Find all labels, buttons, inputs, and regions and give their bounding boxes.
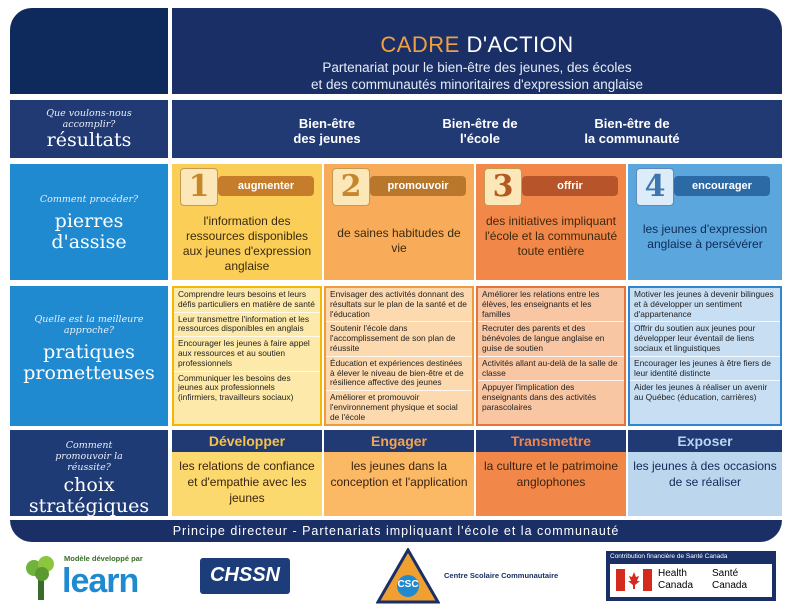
tree-icon: [24, 554, 58, 600]
page-subtitle: [172, 59, 782, 93]
result-school-line1: Bien-être de: [442, 116, 518, 131]
hc-fr-line1: Santé: [712, 568, 739, 579]
strategy-4-text: les jeunes à des occasions de se réaliser: [633, 459, 777, 489]
result-school: [420, 116, 540, 146]
csc-logo-icon: [376, 548, 440, 604]
health-canada-logo: [610, 564, 772, 597]
pillar-4-verb: encourager: [674, 176, 770, 196]
pillar-1-verb: augmenter: [218, 176, 314, 196]
pillar-2-verb: promouvoir: [370, 176, 466, 196]
strategy-3-text: la culture et le patrimoine anglophones: [483, 459, 619, 489]
model-by-text: Modèle développé par: [64, 554, 143, 563]
practice-item: Comprendre leurs besoins et leurs défis particuliers en matière de santé: [174, 288, 320, 313]
health-canada-en: [658, 568, 693, 592]
practices-question: Quelle est la meilleure approche?: [34, 314, 144, 336]
guiding-principle: Principe directeur - Partenariats impliquant l'école et la communauté: [10, 520, 782, 542]
strategies-label-2: stratégiques: [28, 495, 150, 517]
foundations-label-2: d'assise: [51, 231, 127, 253]
pillar-3-text: des initiatives impliquant l'école et la communauté toute entière: [484, 214, 618, 258]
hc-en-line1: Health: [658, 568, 687, 579]
strategies-label-1: choix: [63, 474, 115, 496]
pillar-1: [172, 164, 322, 280]
result-youth-line1: Bien-être: [298, 116, 356, 131]
row-label-foundations: [10, 164, 168, 280]
hc-en-line2: Canada: [658, 580, 694, 591]
practice-item: Aider les jeunes à réaliser un avenir au Québec (éducation, carrières): [634, 382, 768, 403]
practices-col-2: [324, 286, 474, 426]
row-label-strategies: [10, 430, 168, 516]
row-label-practices: [10, 286, 168, 426]
result-youth: [267, 116, 387, 146]
strategy-3: [476, 430, 626, 516]
pillar-3-verb: offrir: [522, 176, 618, 196]
practices-label-2: prometteuses: [23, 362, 155, 384]
practices-col-4: [628, 286, 782, 426]
chssn-logo-block: [200, 558, 290, 594]
result-community-line1: Bien-être de: [594, 116, 670, 131]
health-canada-fr: [712, 568, 747, 592]
pillar-2-number: 2: [332, 168, 370, 206]
pillar-4-text: les jeunes d'expression anglaise à persévérer: [642, 222, 768, 251]
pillar-3-number: 3: [484, 168, 522, 206]
learn-logo-block: [20, 548, 170, 604]
pillar-2-text: de saines habitudes de vie: [337, 226, 461, 255]
strategy-2-text: les jeunes dans la conception et l'application: [330, 459, 468, 489]
practices-col-1: [172, 286, 322, 426]
practice-item: Communiquer les besoins des jeunes aux professionnels (infirmiers, travailleurs sociaux): [178, 372, 294, 403]
strategy-1-heading: Développer: [172, 430, 322, 452]
practice-item: Leur transmettre l'information et les ressources disponibles en anglais: [174, 313, 320, 338]
subtitle-line1: Partenariat pour le bien-être des jeunes, des écoles: [322, 60, 632, 75]
practice-item: Améliorer les relations entre les élèves, les enseignants et les familles: [478, 288, 624, 322]
strategy-3-heading: Transmettre: [476, 430, 626, 452]
practice-item: Améliorer et promouvoir l'environnement physique et social de l'école: [330, 392, 458, 422]
pillar-3: [476, 164, 626, 280]
strategy-1: [172, 430, 322, 516]
hc-fr-line2: Canada: [712, 580, 748, 591]
result-youth-line2: des jeunes: [293, 131, 361, 146]
practice-item: Encourager les jeunes à être fiers de leur identité distincte: [630, 357, 780, 382]
csc-name: Centre Scolaire Communautaire: [444, 571, 559, 580]
csc-logo-text: CSC: [397, 579, 419, 590]
strategy-4-heading: Exposer: [628, 430, 782, 452]
health-canada-block: [606, 551, 776, 601]
canada-flag-icon: [616, 569, 652, 591]
practice-item: Motiver les jeunes à devenir bilingues et à développer un sentiment d'appartenance: [630, 288, 780, 322]
strategy-2: [324, 430, 474, 516]
learn-logo: learn: [62, 562, 139, 600]
strategies-question: Comment promouvoir la réussite?: [55, 440, 123, 473]
subtitle-line2: et des communautés minoritaires d'expression anglaise: [311, 77, 643, 92]
header-corner: [10, 8, 168, 94]
funding-text: Contribution financière de Santé Canada: [610, 553, 728, 560]
title-part1: CADRE: [380, 32, 460, 57]
practice-item: Offrir du soutien aux jeunes pour développer leur éventail de liens sociaux et linguistiques: [630, 322, 780, 356]
result-school-line2: l'école: [460, 131, 500, 146]
result-community-line2: la communauté: [584, 131, 680, 146]
practice-item: Envisager des activités donnant des résultats sur le plan de la santé et de l'éducation: [326, 288, 472, 322]
practices-label-1: pratiques: [43, 341, 135, 363]
header-banner: [172, 8, 782, 94]
practice-item: Soutenir l'école dans l'accomplissement de son plan de réussite: [326, 322, 472, 356]
practice-item: Activités allant au-delà de la salle de classe: [478, 357, 624, 382]
practice-item: Recruter des parents et des bénévoles de langue anglaise en guise de soutien: [478, 322, 624, 356]
practice-item: Appuyer l'implication des enseignants dans des activités parascolaires: [482, 382, 597, 412]
pillar-2: [324, 164, 474, 280]
foundations-question: Comment procéder?: [39, 194, 139, 205]
strategy-1-text: les relations de confiance et d'empathie avec les jeunes: [179, 459, 315, 505]
foundations-label-1: pierres: [54, 210, 124, 232]
result-community: [567, 116, 697, 146]
pillar-1-text: l'information des ressources disponibles aux jeunes d'expression anglaise: [182, 214, 312, 273]
row-label-results: [10, 100, 168, 158]
chssn-logo: CHSSN: [209, 564, 280, 586]
pillar-4: [628, 164, 782, 280]
pillar-4-number: 4: [636, 168, 674, 206]
strategy-2-heading: Engager: [324, 430, 474, 452]
page-title: [172, 32, 782, 58]
practice-item: Éducation et expériences destinées à élever le niveau de bien-être et de résilience affective des jeunes: [326, 357, 472, 391]
results-band: [172, 100, 782, 158]
results-label: résultats: [46, 129, 132, 151]
practices-col-3: [476, 286, 626, 426]
practice-item: Encourager les jeunes à faire appel aux ressources et au soutien professionnels: [174, 337, 320, 371]
title-part2: D'ACTION: [466, 32, 574, 57]
results-question: Que voulons-nous accomplir?: [46, 108, 132, 130]
strategy-4: [628, 430, 782, 516]
pillar-1-number: 1: [180, 168, 218, 206]
